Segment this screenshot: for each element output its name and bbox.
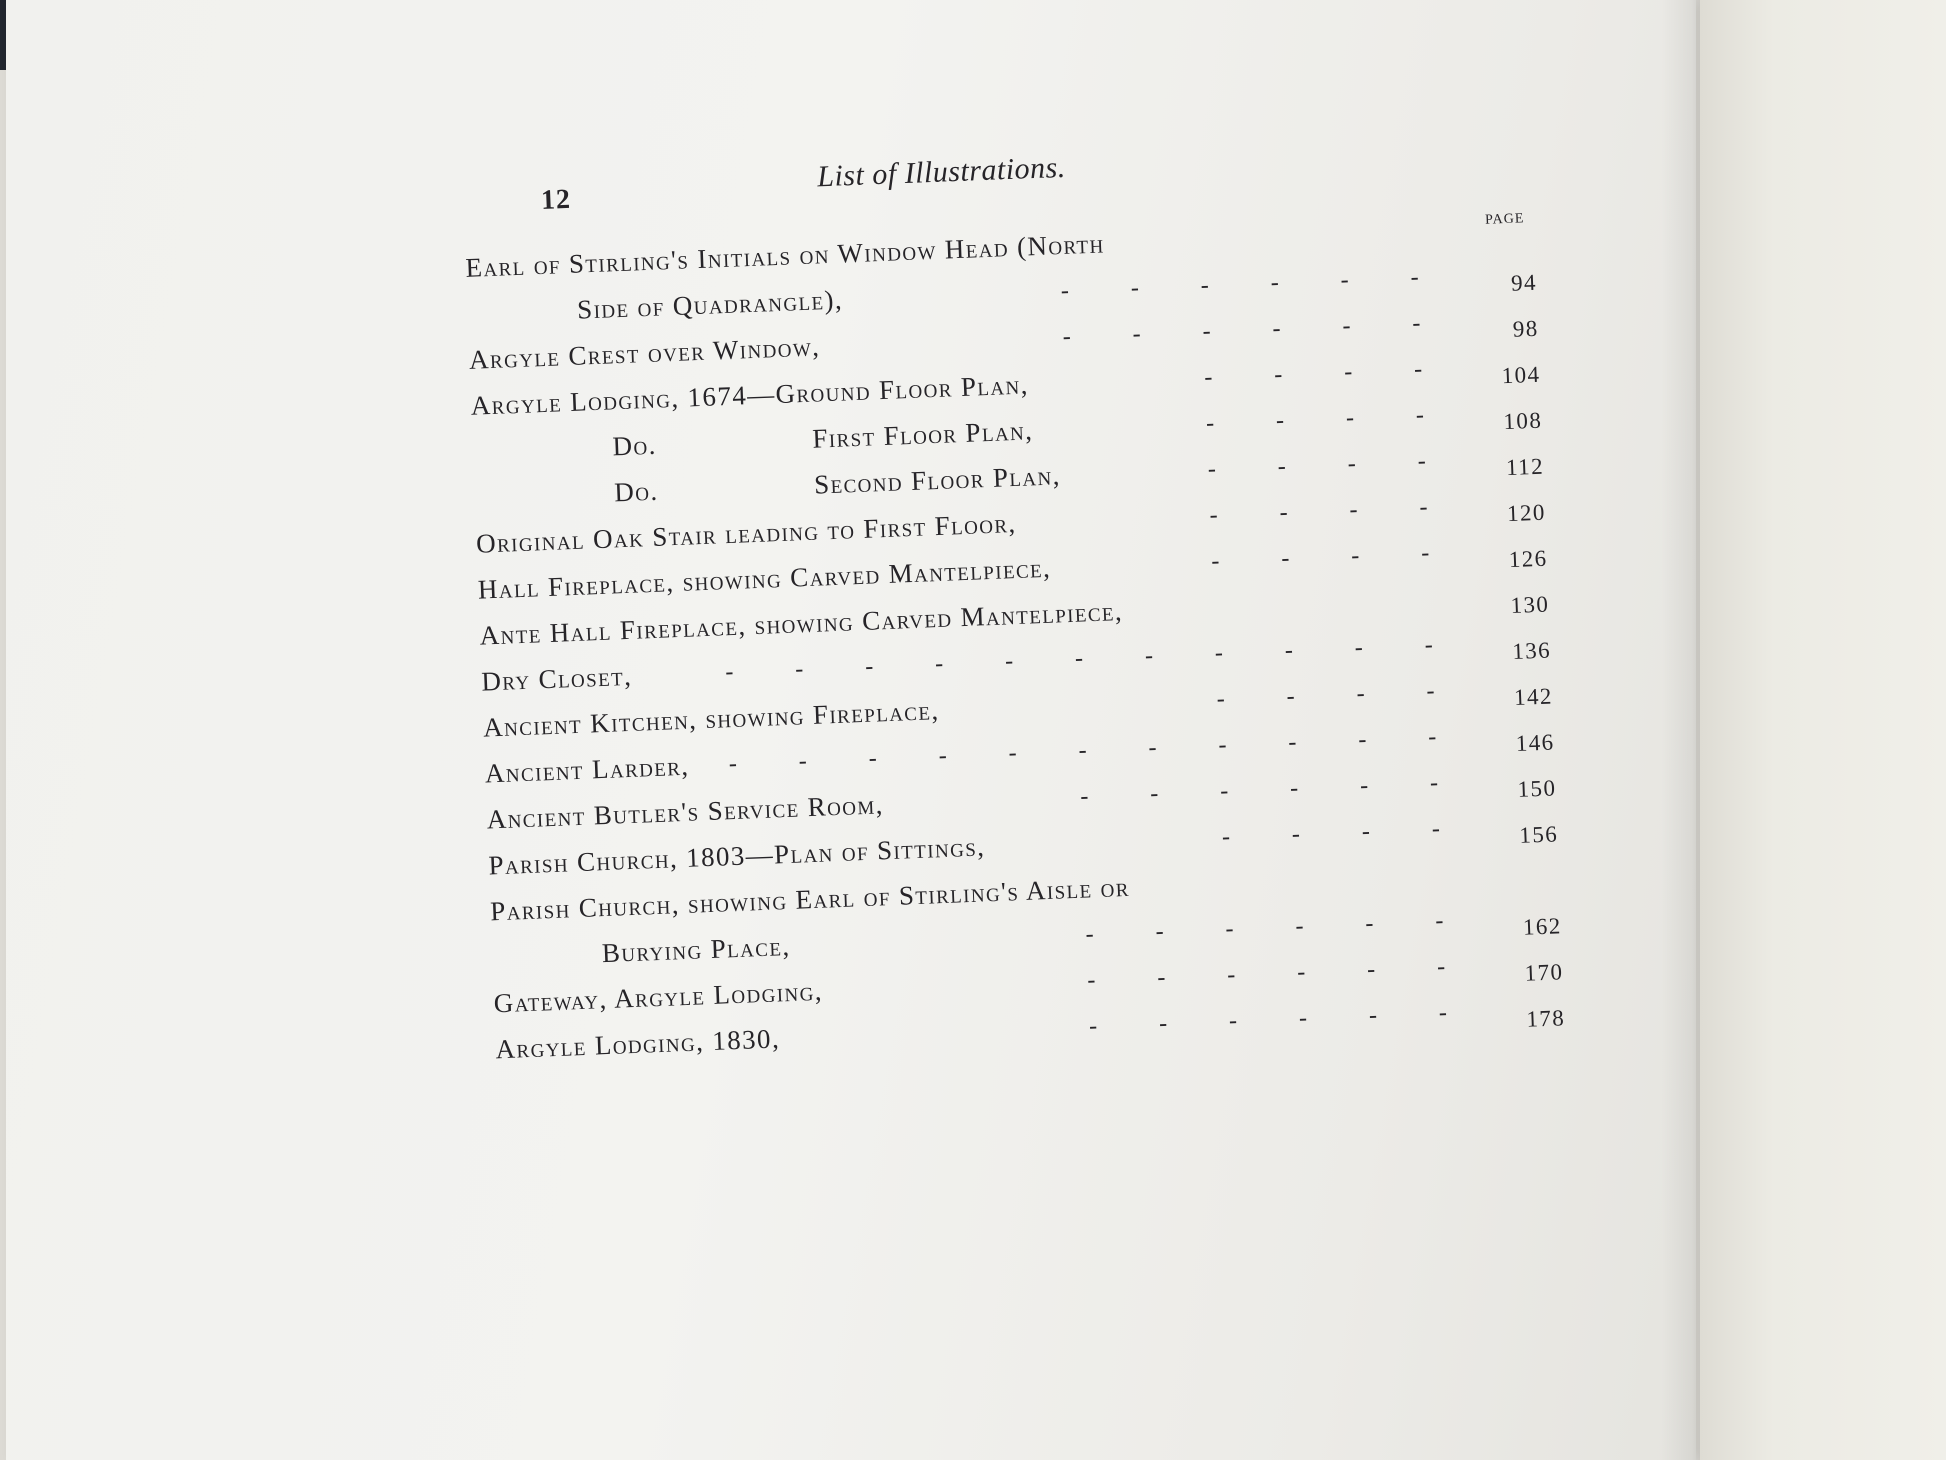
entry-title: Burying Place, xyxy=(601,930,791,969)
page-number: 12 xyxy=(540,183,572,216)
dot-leader: - - - - - - xyxy=(1085,906,1472,948)
entry-title: Ancient Larder, xyxy=(484,750,690,789)
book-page xyxy=(6,0,1696,1460)
entry-page: 120 xyxy=(1506,499,1547,527)
entry-page: 142 xyxy=(1513,683,1554,710)
entry-title: Do. xyxy=(613,475,659,508)
page-header xyxy=(461,109,1533,220)
entry-title: Original Oak Stair leading to First Floor, xyxy=(475,507,1018,559)
dot-leader: - - - - - - - - - - - xyxy=(724,630,1462,686)
dot-leader: - - - - xyxy=(1221,814,1469,851)
entry-title: Earl of Stirling's Initials on Window Head (North xyxy=(464,228,1106,283)
entry-page: 150 xyxy=(1517,775,1557,802)
dot-leader: - - - - - - xyxy=(1062,309,1449,351)
entry-subtitle: First Floor Plan, xyxy=(811,415,1034,454)
entry-title: Do. xyxy=(611,429,658,462)
dot-leader: - - - - xyxy=(1210,539,1458,575)
entry-page: 98 xyxy=(1512,315,1540,342)
entry-page: 170 xyxy=(1524,959,1564,986)
entry-title: Hall Fireplace, showing Carved Mantelpiece, xyxy=(477,552,1052,605)
dot-leader: - - - - - - xyxy=(1088,998,1476,1040)
entry-title: Argyle Crest over Window, xyxy=(468,331,821,375)
entry-title: Ancient Butler's Service Room, xyxy=(486,789,885,835)
entry-page: 112 xyxy=(1505,453,1545,481)
entry-title: Side of Quadrangle), xyxy=(576,284,844,325)
entry-page: 136 xyxy=(1511,637,1552,665)
dot-leader: - - - - - - - - - - - xyxy=(728,722,1465,778)
entry-page: 130 xyxy=(1510,591,1550,619)
entry-page: 104 xyxy=(1501,361,1541,389)
entry-page: 162 xyxy=(1522,913,1563,940)
entries-list xyxy=(465,209,1566,1077)
entry-title: Parish Church, 1803—Plan of Sittings, xyxy=(487,831,986,881)
entry-page: 146 xyxy=(1515,729,1556,756)
dot-leader: - - - - xyxy=(1203,355,1451,391)
entry-title: Dry Closet, xyxy=(480,660,633,697)
illustrations-list xyxy=(461,109,1566,1065)
entry-subtitle: Second Floor Plan, xyxy=(813,460,1062,500)
entry-page: 156 xyxy=(1518,821,1559,848)
dot-leader: - - - - - - xyxy=(1060,263,1448,305)
dot-leader: - - - - xyxy=(1207,447,1455,483)
page-title: List of Illustrations. xyxy=(816,150,1067,194)
entry-page: 126 xyxy=(1508,545,1548,573)
entry-title: Ante Hall Fireplace, showing Carved Mantelpiece, xyxy=(479,595,1124,651)
dot-leader: - - - - xyxy=(1205,401,1453,437)
entry-title: Argyle Lodging, 1674—Ground Floor Plan, xyxy=(470,369,1030,421)
entry-title: Gateway, Argyle Lodging, xyxy=(493,975,824,1019)
entry-page: 94 xyxy=(1510,269,1538,296)
entry-title: Ancient Kitchen, showing Fireplace, xyxy=(482,695,940,743)
entry-page: 108 xyxy=(1503,407,1543,435)
dot-leader: - - - - xyxy=(1209,493,1456,529)
entry-title: Argyle Lodging, 1830, xyxy=(494,1023,781,1065)
dot-leader: - - - - - - xyxy=(1079,768,1467,810)
page-column-label: PAGE xyxy=(1484,211,1525,228)
dot-leader: - - - - - - xyxy=(1086,952,1474,994)
entry-page: 178 xyxy=(1525,1005,1566,1032)
adjacent-page xyxy=(1700,0,1946,1460)
entry-title: Parish Church, showing Earl of Stirling's Aisle or xyxy=(489,871,1131,927)
dot-leader: - - - - xyxy=(1216,676,1463,713)
page-fold-shadow xyxy=(1661,0,1705,1460)
